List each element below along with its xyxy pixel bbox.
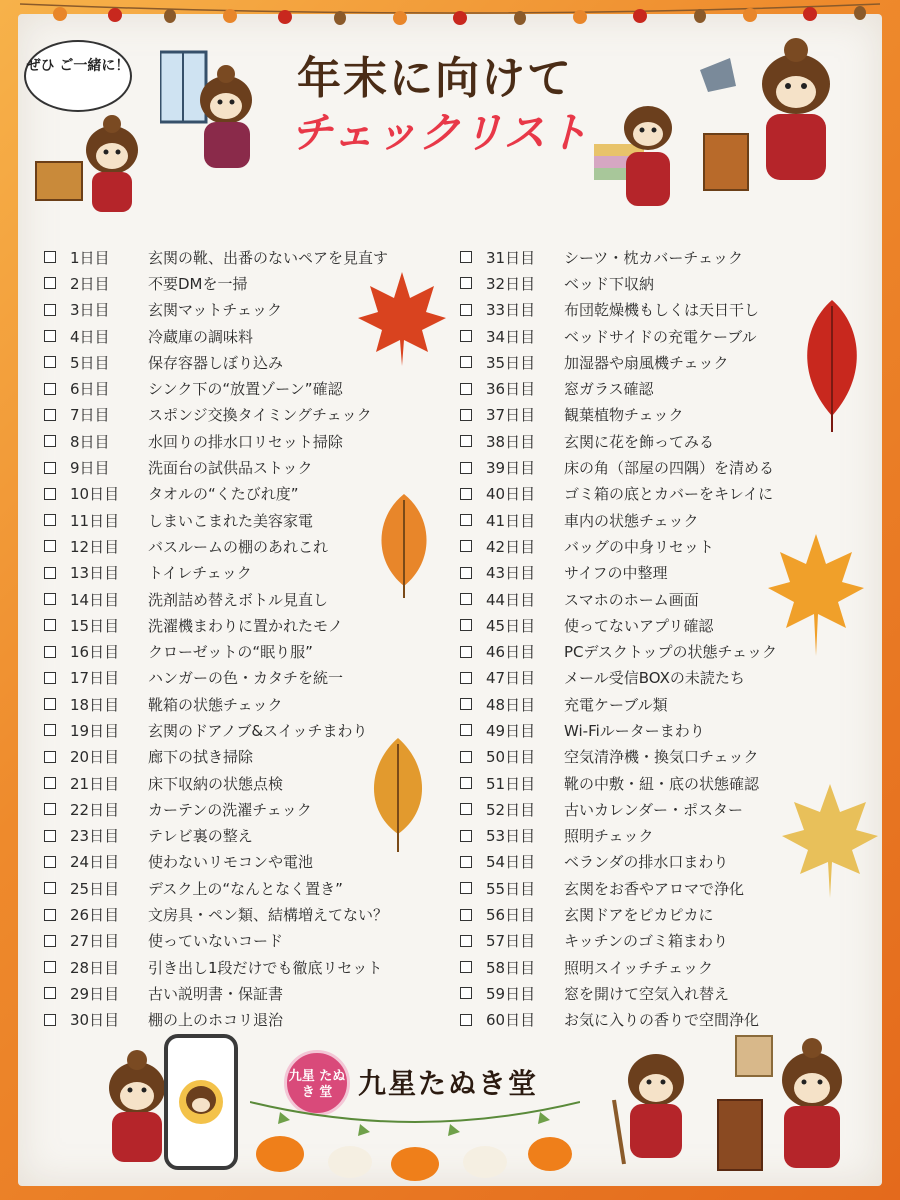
day-label: 23日目 (70, 827, 120, 846)
task-label: 玄関のドアノブ&スイッチまわり (148, 721, 368, 740)
checkbox[interactable] (460, 593, 472, 605)
checkbox[interactable] (44, 619, 56, 631)
checklist-item[interactable] (44, 638, 444, 664)
checklist-item[interactable] (44, 823, 444, 849)
day-label: 8日目 (70, 432, 110, 451)
day-label: 41日目 (486, 511, 536, 530)
task-label: ベッド下収納 (564, 274, 655, 293)
checklist-item[interactable] (460, 244, 840, 270)
day-label: 14日目 (70, 590, 120, 609)
day-label: 35日目 (486, 353, 536, 372)
checklist-item[interactable] (44, 560, 444, 586)
checkbox[interactable] (460, 935, 472, 947)
task-label: 充電ケーブル類 (564, 695, 668, 714)
checkbox[interactable] (460, 462, 472, 474)
checkbox[interactable] (44, 777, 56, 789)
brand-name: 九星たぬき堂 (358, 1067, 539, 1100)
checklist-item[interactable] (460, 323, 840, 349)
checklist-item[interactable] (460, 349, 840, 375)
bunting-decoration (20, 0, 880, 34)
day-label: 15日目 (70, 616, 120, 635)
day-label: 60日目 (486, 1011, 536, 1030)
checklist-item[interactable] (460, 297, 840, 323)
checklist-item[interactable] (44, 612, 444, 638)
task-label: 窓ガラス確認 (564, 380, 654, 399)
checkbox[interactable] (460, 304, 472, 316)
task-label: テレビ裏の整え (148, 827, 253, 846)
task-label: スマホのホーム画面 (564, 590, 699, 609)
checklist-item[interactable] (460, 1007, 840, 1033)
task-label: 洗濯機まわりに置かれたモノ (148, 616, 343, 635)
checkbox[interactable] (44, 277, 56, 289)
checkbox[interactable] (44, 1014, 56, 1026)
page-subtitle: チェックリスト (290, 108, 590, 157)
checklist-item[interactable] (460, 901, 840, 927)
checkbox[interactable] (460, 514, 472, 526)
day-label: 46日目 (486, 643, 536, 662)
day-label: 21日目 (70, 774, 120, 793)
day-label: 54日目 (486, 853, 536, 872)
checklist-item[interactable] (460, 586, 840, 612)
checklist-item[interactable] (44, 533, 444, 559)
checklist-item[interactable] (460, 744, 840, 770)
task-label: 観葉植物チェック (564, 406, 684, 425)
day-label: 9日目 (70, 459, 110, 478)
checklist-item[interactable] (44, 323, 444, 349)
day-label: 38日目 (486, 432, 536, 451)
checkbox[interactable] (44, 540, 56, 552)
checkbox[interactable] (44, 409, 56, 421)
speech-bubble (24, 40, 132, 112)
day-label: 20日目 (70, 748, 120, 767)
checklist-item[interactable] (460, 796, 840, 822)
checkbox[interactable] (44, 882, 56, 894)
checklist-item[interactable] (44, 428, 444, 454)
day-label: 13日目 (70, 564, 120, 583)
checkbox[interactable] (460, 619, 472, 631)
day-label: 12日目 (70, 537, 120, 556)
page-title: 年末に向けて (297, 53, 573, 104)
checkbox[interactable] (460, 803, 472, 815)
task-label: お気に入りの香りで空間浄化 (564, 1011, 760, 1030)
day-label: 56日目 (486, 906, 536, 925)
checkbox[interactable] (44, 330, 56, 342)
checklist-item[interactable] (44, 402, 444, 428)
checkbox[interactable] (44, 830, 56, 842)
task-label: しまいこまれた美容家電 (148, 511, 314, 530)
checklist-item[interactable] (460, 454, 840, 480)
checkbox[interactable] (460, 987, 472, 999)
smartphone-icon (164, 1034, 238, 1170)
task-label: 使ってないアプリ確認 (564, 616, 714, 635)
day-label: 6日目 (70, 380, 110, 399)
checklist-item[interactable] (460, 691, 840, 717)
day-label: 45日目 (486, 616, 536, 635)
checkbox[interactable] (460, 540, 472, 552)
checklist-item[interactable] (44, 849, 444, 875)
tanuki-face-icon (168, 1038, 234, 1166)
checklist-item[interactable] (460, 665, 840, 691)
day-label: 11日目 (70, 511, 120, 530)
checkbox[interactable] (460, 1014, 472, 1026)
day-label: 18日目 (70, 695, 120, 714)
day-label: 44日目 (486, 590, 536, 609)
checklist-item[interactable] (460, 612, 840, 638)
checklist-item[interactable] (460, 507, 840, 533)
checklist-item[interactable] (44, 980, 444, 1006)
tanuki-mascot-cleaning-icon (700, 30, 850, 200)
task-label: スポンジ交換タイミングチェック (148, 406, 372, 425)
task-label: 空気清浄機・換気口チェック (564, 748, 759, 767)
checklist-item[interactable] (460, 402, 840, 428)
checklist-item[interactable] (460, 717, 840, 743)
task-label: 玄関をお香やアロマで浄化 (564, 879, 745, 898)
day-label: 31日目 (486, 248, 536, 267)
checkbox[interactable] (460, 435, 472, 447)
checkbox[interactable] (460, 409, 472, 421)
checkbox[interactable] (460, 830, 472, 842)
checklist-item[interactable] (44, 507, 444, 533)
task-label: Wi-Fiルーターまわり (564, 721, 705, 740)
task-label: トイレチェック (148, 564, 252, 583)
task-label: クローゼットの“眠り服” (148, 643, 313, 662)
checkbox[interactable] (44, 646, 56, 658)
task-label: タオルの“くたびれ度” (148, 485, 299, 504)
task-label: 床の角（部屋の四隅）を清める (564, 459, 775, 478)
task-label: 車内の状態チェック (564, 511, 699, 530)
day-label: 29日目 (70, 984, 120, 1003)
checkbox[interactable] (460, 882, 472, 894)
day-label: 55日目 (486, 879, 536, 898)
task-label: シーツ・枕カバーチェック (564, 248, 743, 267)
task-label: 照明チェック (564, 827, 654, 846)
checklist-item[interactable] (44, 875, 444, 901)
checklist-item[interactable] (460, 875, 840, 901)
day-label: 51日目 (486, 774, 536, 793)
task-label: 棚の上のホコリ退治 (148, 1011, 284, 1030)
day-label: 3日目 (70, 301, 110, 320)
checklist-item[interactable] (44, 744, 444, 770)
day-label: 40日目 (486, 485, 536, 504)
tanuki-mascot-broom-icon (600, 1040, 710, 1170)
day-label: 17日目 (70, 669, 120, 688)
checklist-item[interactable] (460, 375, 840, 401)
checkbox[interactable] (460, 330, 472, 342)
checklist-item[interactable] (460, 638, 840, 664)
task-label: 玄関に花を飾ってみる (564, 432, 715, 451)
task-label: 水回りの排水口リセット掃除 (148, 432, 343, 451)
checkbox[interactable] (460, 698, 472, 710)
checkbox[interactable] (44, 672, 56, 684)
checkbox[interactable] (44, 383, 56, 395)
task-label: メール受信BOXの未読たち (564, 669, 745, 688)
task-label: シンク下の“放置ゾーン”確認 (148, 380, 343, 399)
checkbox[interactable] (44, 514, 56, 526)
checklist-item[interactable] (460, 560, 840, 586)
task-label: 古いカレンダー・ポスター (564, 800, 744, 819)
day-label: 26日目 (70, 906, 120, 925)
task-label: ベランダの排水口まわり (564, 853, 729, 872)
day-label: 2日目 (70, 274, 110, 293)
task-label: 廊下の拭き掃除 (148, 748, 254, 767)
checkbox[interactable] (44, 462, 56, 474)
bubble-text: ぜひ ご一緒に！ (26, 58, 130, 74)
checkbox[interactable] (460, 488, 472, 500)
checklist-item[interactable] (44, 349, 444, 375)
checkbox[interactable] (44, 356, 56, 368)
day-label: 4日目 (70, 327, 110, 346)
task-label: ハンガーの色・カタチを統一 (148, 669, 344, 688)
checklist-item[interactable] (460, 823, 840, 849)
checkbox[interactable] (44, 856, 56, 868)
checklist-item[interactable] (44, 270, 444, 296)
checkbox[interactable] (460, 777, 472, 789)
checklist-item[interactable] (44, 244, 444, 270)
task-label: 使わないリモコンや電池 (148, 853, 314, 872)
checklist-item[interactable] (44, 586, 444, 612)
checklist-item[interactable] (460, 533, 840, 559)
day-label: 52日目 (486, 800, 536, 819)
checkbox[interactable] (44, 488, 56, 500)
day-label: 28日目 (70, 958, 120, 977)
checkbox[interactable] (460, 724, 472, 736)
checklist-item[interactable] (44, 691, 444, 717)
day-label: 42日目 (486, 537, 536, 556)
checkbox[interactable] (460, 567, 472, 579)
day-label: 43日目 (486, 564, 536, 583)
checkbox[interactable] (460, 356, 472, 368)
day-label: 53日目 (486, 827, 536, 846)
task-label: 靴箱の状態チェック (148, 695, 283, 714)
checklist-item[interactable] (44, 375, 444, 401)
tanuki-mascot-moving-icon (30, 110, 160, 230)
day-label: 10日目 (70, 485, 120, 504)
task-label: 文房具・ペン類、結構増えてない？ (148, 906, 389, 925)
task-label: 洗面台の試供品ストック (148, 459, 313, 478)
day-label: 39日目 (486, 459, 536, 478)
day-label: 30日目 (70, 1011, 120, 1030)
task-label: 冷蔵庫の調味料 (148, 327, 254, 346)
task-label: 加湿器や扇風機チェック (564, 353, 729, 372)
day-label: 36日目 (486, 380, 536, 399)
checkbox[interactable] (44, 751, 56, 763)
task-label: 床下収納の状態点検 (148, 774, 284, 793)
checkbox[interactable] (44, 803, 56, 815)
checklist-item[interactable] (44, 1007, 444, 1033)
day-label: 7日目 (70, 406, 110, 425)
checkbox[interactable] (460, 672, 472, 684)
checkbox[interactable] (44, 304, 56, 316)
task-label: 靴の中敷・紐・底の状態確認 (564, 774, 760, 793)
task-label: 照明スイッチチェック (564, 958, 713, 977)
task-label: 玄関の靴、出番のないペアを見直す (148, 248, 389, 267)
day-label: 59日目 (486, 984, 536, 1003)
task-label: ゴミ箱の底とカバーをキレイに (564, 485, 774, 504)
day-label: 32日目 (486, 274, 536, 293)
task-label: 使っていないコード (148, 932, 284, 951)
day-label: 33日目 (486, 301, 536, 320)
day-label: 37日目 (486, 406, 536, 425)
checklist-item[interactable] (44, 796, 444, 822)
checklist-item[interactable] (44, 928, 444, 954)
task-label: 玄関マットチェック (148, 301, 282, 320)
checklist-item[interactable] (44, 901, 444, 927)
task-label: バッグの中身リセット (564, 537, 714, 556)
checklist-item[interactable] (44, 297, 444, 323)
brand-logo-text: 九星 たぬき 堂 (288, 1069, 346, 1100)
day-label: 25日目 (70, 879, 120, 898)
checklist-left-column (44, 244, 444, 1033)
checklist-item[interactable] (44, 665, 444, 691)
day-label: 24日目 (70, 853, 120, 872)
checklist-item[interactable] (460, 481, 840, 507)
checkbox[interactable] (460, 646, 472, 658)
checkbox[interactable] (44, 593, 56, 605)
task-label: デスク上の“なんとなく置き” (148, 879, 343, 898)
day-label: 34日目 (486, 327, 536, 346)
task-label: 窓を開けて空気入れ替え (564, 984, 730, 1003)
checklist-item[interactable] (460, 428, 840, 454)
day-label: 48日目 (486, 695, 536, 714)
checkbox[interactable] (460, 251, 472, 263)
checklist-item[interactable] (460, 980, 840, 1006)
checkbox[interactable] (460, 277, 472, 289)
checklist-item[interactable] (460, 928, 840, 954)
checkbox[interactable] (460, 909, 472, 921)
checklist-item[interactable] (460, 270, 840, 296)
task-label: 洗剤詰め替えボトル見直し (148, 590, 329, 609)
checklist-item[interactable] (44, 770, 444, 796)
checklist-item[interactable] (44, 454, 444, 480)
day-label: 27日目 (70, 932, 120, 951)
task-label: ベッドサイドの充電ケーブル (564, 327, 757, 346)
task-label: カーテンの洗濯チェック (148, 800, 312, 819)
day-label: 57日目 (486, 932, 536, 951)
checklist-item[interactable] (44, 717, 444, 743)
day-label: 22日目 (70, 800, 120, 819)
task-label: 布団乾燥機もしくは天日干し (564, 301, 760, 320)
checkbox[interactable] (460, 751, 472, 763)
checkbox[interactable] (44, 698, 56, 710)
checkbox[interactable] (460, 856, 472, 868)
checklist-item[interactable] (460, 954, 840, 980)
checklist-item[interactable] (460, 770, 840, 796)
checkbox[interactable] (44, 567, 56, 579)
tanuki-mascot-towels-icon (586, 94, 706, 224)
checklist-right-column (460, 244, 840, 1033)
day-label: 50日目 (486, 748, 536, 767)
day-label: 1日目 (70, 248, 110, 267)
checkbox[interactable] (44, 724, 56, 736)
checklist-item[interactable] (44, 481, 444, 507)
task-label: 引き出し1段だけでも徹底リセット (148, 958, 383, 977)
checkbox[interactable] (460, 961, 472, 973)
task-label: キッチンのゴミ箱まわり (564, 932, 728, 951)
day-label: 58日目 (486, 958, 536, 977)
checkbox[interactable] (460, 383, 472, 395)
task-label: 保存容器しぼり込み (148, 353, 284, 372)
day-label: 5日目 (70, 353, 110, 372)
task-label: 古い説明書・保証書 (148, 984, 284, 1003)
checkbox[interactable] (44, 987, 56, 999)
checklist-item[interactable] (44, 954, 444, 980)
task-label: サイフの中整理 (564, 564, 668, 583)
checkbox[interactable] (44, 251, 56, 263)
day-label: 19日目 (70, 721, 120, 740)
task-label: バスルームの棚のあれこれ (148, 537, 329, 556)
checkbox[interactable] (44, 961, 56, 973)
task-label: 玄関ドアをピカピカに (564, 906, 714, 925)
day-label: 16日目 (70, 643, 120, 662)
checkbox[interactable] (44, 935, 56, 947)
task-label: 不要DMを一掃 (148, 274, 248, 293)
pumpkin-garland-icon (250, 1092, 580, 1182)
checklist-item[interactable] (460, 849, 840, 875)
tanuki-mascot-shopping-icon (716, 1030, 866, 1180)
tanuki-mascot-window-icon (160, 40, 270, 180)
checkbox[interactable] (44, 435, 56, 447)
day-label: 47日目 (486, 669, 536, 688)
task-label: PCデスクトップの状態チェック (564, 643, 778, 662)
day-label: 49日目 (486, 721, 536, 740)
checkbox[interactable] (44, 909, 56, 921)
